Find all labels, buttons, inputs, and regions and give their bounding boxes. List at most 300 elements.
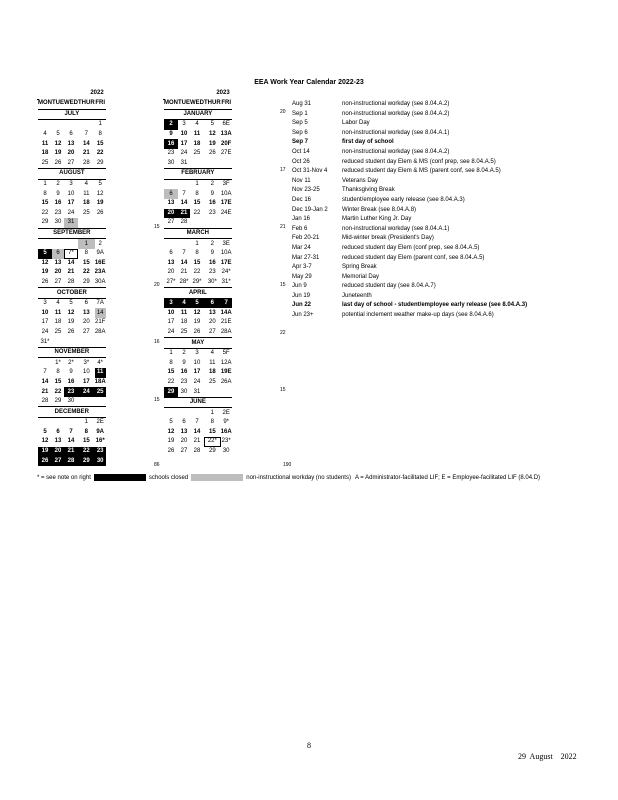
month-name: JANUARY	[164, 109, 232, 120]
day-cell: 15	[82, 259, 90, 266]
event-row	[292, 119, 527, 129]
event-text: non-instructional workday (see 8.04.A.2)	[342, 148, 450, 155]
week-row	[164, 179, 232, 189]
day-cell: 28	[193, 448, 201, 455]
week-row	[38, 189, 106, 199]
week-row	[164, 159, 232, 169]
event-date: Dec 19-Jan 2	[292, 206, 328, 213]
day-cell: 14	[193, 428, 201, 435]
day-cell: 24	[78, 387, 95, 397]
day-cell: 21	[41, 388, 49, 395]
day-cell: 14	[180, 259, 188, 266]
day-cell: 9	[69, 369, 73, 376]
day-cell: 13	[54, 438, 62, 445]
week-row	[164, 218, 232, 228]
week-row	[38, 418, 106, 428]
week-row	[164, 268, 232, 278]
month-count: 15	[154, 224, 160, 231]
year-right: 2023	[216, 90, 230, 96]
month-count: 22	[280, 329, 286, 336]
day-cell	[178, 239, 190, 249]
day-cell: 11	[180, 309, 188, 316]
event-row	[292, 138, 527, 148]
event-text: Winter Break (see 8.04.A.8)	[342, 206, 417, 213]
day-cell: 16	[67, 378, 75, 385]
day-cell: 8	[195, 190, 199, 197]
day-cell: 18	[82, 200, 90, 207]
day-cell	[64, 120, 78, 130]
day-cell: 8	[98, 131, 102, 138]
event-row	[292, 158, 527, 168]
event-text: Thanksgiving Break	[342, 187, 395, 194]
month-name: JULY	[38, 109, 106, 120]
event-row	[292, 129, 527, 139]
month-name: OCTOBER	[38, 288, 106, 299]
day-cell: 1	[195, 240, 199, 247]
day-cell: 29	[82, 278, 90, 285]
week-row	[164, 149, 232, 159]
day-cell: 3F	[222, 181, 230, 188]
day-cell: 19	[41, 269, 49, 276]
event-date: Oct 26	[292, 158, 310, 165]
event-row	[292, 100, 527, 110]
week-row	[164, 348, 232, 358]
day-cell: 8	[84, 428, 88, 435]
event-date: May 29	[292, 273, 312, 280]
week-row	[164, 239, 232, 249]
day-cell: 9*	[223, 419, 230, 426]
day-cell	[95, 218, 106, 228]
day-cell: 16	[208, 259, 216, 266]
event-row	[292, 110, 527, 120]
day-cell: 4	[195, 121, 199, 128]
day-cell: 4	[84, 181, 88, 188]
event-text: non-instructional workday (see 8.04.A.2)	[342, 101, 450, 107]
event-date: Nov 11	[292, 177, 311, 184]
day-cell: 9A	[96, 250, 104, 257]
event-date: Mar 27-31	[292, 254, 320, 261]
day-cell: 24*	[221, 269, 231, 276]
day-cell: 15	[82, 438, 90, 445]
event-text: Veterans Day	[342, 177, 379, 184]
day-cell: 18A	[94, 378, 106, 385]
day-cell: 12A	[220, 359, 232, 366]
day-cell: 31*	[221, 278, 231, 285]
event-date: Feb 6	[292, 225, 308, 232]
week-row	[38, 159, 106, 169]
day-cell: 14	[180, 200, 188, 207]
day-cell: 12	[96, 190, 104, 197]
day-cell	[204, 387, 221, 397]
month-name: JUNE	[164, 397, 232, 408]
calendar-table	[164, 99, 232, 456]
day-cell: 20	[180, 438, 188, 445]
day-cell: 18	[193, 140, 201, 147]
week-row	[38, 149, 106, 159]
event-row	[292, 244, 527, 254]
day-cell	[38, 418, 52, 428]
day-cell: 19	[193, 319, 201, 326]
month-count: 17	[280, 166, 286, 173]
event-date: Oct 14	[292, 148, 310, 155]
event-date: Mar 24	[292, 244, 311, 251]
month-count: 16	[154, 339, 160, 346]
day-cell	[64, 337, 78, 347]
day-cell: 1	[210, 409, 214, 416]
month-name: DECEMBER	[38, 407, 106, 418]
day-cell: 13	[208, 309, 216, 316]
legend-closed: schools closed	[148, 474, 189, 481]
event-row	[292, 282, 527, 292]
day-cell: 10	[180, 131, 188, 138]
day-cell: 29	[78, 456, 95, 466]
day-cell: 1	[195, 181, 199, 188]
day-cell: 23	[167, 150, 175, 157]
day-cell: 14	[82, 140, 90, 147]
week-row	[38, 139, 106, 149]
event-row	[292, 196, 527, 206]
day-cell	[190, 159, 204, 169]
day-cell: 12	[167, 428, 175, 435]
day-cell: 2	[182, 350, 186, 357]
week-row	[164, 139, 232, 149]
day-cell: 23A	[94, 269, 106, 276]
day-cell	[52, 120, 64, 130]
day-cell: 12	[193, 309, 201, 316]
day-cell: 21	[82, 150, 90, 157]
day-cell: 30*	[207, 278, 217, 285]
day-cell: 6	[164, 189, 178, 199]
day-cell: 31*	[40, 338, 50, 345]
day-cell: 17	[67, 200, 75, 207]
day-cell: 19	[54, 150, 62, 157]
day-cell: 17	[41, 319, 49, 326]
event-text: first day of school	[342, 139, 394, 146]
week-row	[164, 120, 232, 130]
weekday-header: TUE	[52, 99, 64, 109]
week-row	[38, 218, 106, 228]
legend-noninstr-swatch	[191, 474, 243, 481]
day-cell	[190, 218, 204, 228]
day-cell: 26	[96, 209, 104, 216]
day-cell: 10	[167, 309, 175, 316]
day-cell: 16	[208, 200, 216, 207]
day-cell: 28	[41, 398, 49, 405]
day-cell: 26	[208, 150, 216, 157]
day-cell: 28	[82, 159, 90, 166]
day-cell: 2*	[68, 359, 74, 366]
day-cell: 5	[56, 131, 60, 138]
day-cell	[204, 218, 221, 228]
week-row	[38, 337, 106, 347]
week-row	[38, 358, 106, 368]
event-date: Apr 3-7	[292, 264, 312, 271]
day-cell: 3	[69, 181, 73, 188]
day-cell: 4	[178, 298, 190, 308]
week-row	[38, 298, 106, 308]
day-cell: 22	[193, 209, 201, 216]
day-cell: 28	[67, 278, 75, 285]
day-cell: 20	[52, 447, 64, 457]
day-cell: 21	[180, 269, 188, 276]
day-cell: 28*	[179, 278, 189, 285]
day-cell: 3E	[222, 240, 230, 247]
month-name: APRIL	[164, 288, 232, 299]
month-name: FEBRUARY	[164, 169, 232, 180]
day-cell: 26	[54, 159, 62, 166]
day-cell	[95, 397, 106, 407]
day-cell: 21	[67, 269, 75, 276]
day-cell: 21F	[95, 319, 106, 326]
day-cell: 5	[38, 249, 52, 259]
weekday-header: WED	[190, 99, 204, 109]
day-cell	[38, 239, 52, 249]
event-date: Dec 16	[292, 196, 312, 203]
day-cell	[78, 218, 95, 228]
day-cell: 30	[67, 398, 75, 405]
day-cell: 22	[41, 209, 49, 216]
event-text: reduced student day Elem (conf prep, see 8.04.A.5)	[342, 244, 480, 251]
day-cell: 14	[67, 259, 75, 266]
event-date: Aug 31	[292, 101, 312, 107]
day-cell: 14	[67, 438, 75, 445]
event-row	[292, 167, 527, 177]
day-cell: 17	[167, 319, 175, 326]
week-row	[38, 456, 106, 466]
day-cell: 28A	[94, 328, 106, 335]
events-list	[292, 100, 527, 321]
day-cell: 15	[208, 428, 216, 435]
day-cell: 9	[210, 190, 214, 197]
day-cell: 11	[83, 190, 90, 197]
week-row	[164, 189, 232, 199]
day-cell	[52, 337, 64, 347]
event-text: reduced student day Elem & MS (parent conf, see 8.04.A.5)	[342, 168, 501, 175]
day-cell: 6	[182, 419, 186, 426]
day-cell: 4	[43, 131, 47, 138]
month-count: 15	[280, 281, 286, 288]
day-cell: 25	[54, 328, 62, 335]
week-row	[164, 249, 232, 259]
day-cell: 2	[210, 240, 214, 247]
day-cell: 19	[38, 447, 52, 457]
day-cell: 2	[164, 120, 178, 130]
day-cell: 10	[67, 190, 75, 197]
event-date: Jun 9	[292, 283, 307, 290]
day-cell: 29	[54, 398, 62, 405]
year-left: 2022	[90, 90, 104, 96]
day-cell: 8	[84, 250, 88, 257]
day-cell	[164, 179, 178, 189]
event-date: Nov 23-25	[292, 187, 320, 194]
week-row	[38, 397, 106, 407]
day-cell: 7*	[64, 249, 78, 259]
day-cell: 1	[43, 181, 47, 188]
day-cell: 15	[193, 259, 201, 266]
event-row	[292, 311, 527, 321]
day-cell: 9	[210, 250, 214, 257]
day-cell: 27	[67, 159, 75, 166]
day-cell: 18	[180, 319, 188, 326]
day-cell: 23	[95, 447, 106, 457]
weekday-header: FRI	[221, 99, 232, 109]
day-cell: 15	[193, 200, 201, 207]
day-cell: 13	[180, 428, 188, 435]
day-cell: 23	[64, 387, 78, 397]
month-name: AUGUST	[38, 169, 106, 180]
event-date: Oct 31-Nov 4	[292, 168, 328, 175]
day-cell: 8	[195, 250, 199, 257]
day-cell: 30	[54, 219, 62, 226]
day-cell	[178, 179, 190, 189]
day-cell: 23	[208, 209, 216, 216]
day-cell: 30A	[94, 278, 106, 285]
day-cell: 16A	[220, 428, 232, 435]
day-cell	[38, 120, 52, 130]
month-name: NOVEMBER	[38, 347, 106, 358]
day-cell	[52, 239, 64, 249]
day-cell: 29	[41, 219, 49, 226]
day-cell: 2	[210, 181, 214, 188]
day-cell	[95, 337, 106, 347]
week-row	[38, 308, 106, 318]
day-cell: 9	[169, 131, 173, 138]
day-cell: 4	[56, 300, 60, 307]
week-row	[38, 447, 106, 457]
event-row	[292, 225, 527, 235]
day-cell: 3	[182, 121, 186, 128]
day-cell: 27	[54, 278, 62, 285]
day-cell: 15	[41, 200, 49, 207]
day-cell: 12	[67, 309, 75, 316]
day-cell: 15	[96, 140, 104, 147]
month-count: 15	[280, 387, 286, 394]
day-cell: 8	[56, 369, 60, 376]
week-row	[38, 239, 106, 249]
day-cell: 20	[54, 269, 62, 276]
day-cell: 18	[208, 369, 216, 376]
day-cell: 27E	[220, 150, 232, 157]
weekday-header: THUR	[78, 99, 95, 109]
day-cell: 24	[41, 328, 49, 335]
day-cell: 6	[56, 428, 60, 435]
day-cell: 7	[182, 190, 186, 197]
weekday-header: FRI	[95, 99, 106, 109]
calendar-title: EEA Work Year Calendar 2022-23	[254, 79, 364, 86]
calendar-table	[38, 99, 106, 466]
day-cell: 17	[193, 369, 201, 376]
day-cell: 24	[180, 150, 188, 157]
day-cell: 5	[190, 298, 204, 308]
day-cell: 3	[43, 300, 47, 307]
event-date: Sep 6	[292, 129, 308, 136]
day-cell: 25	[180, 328, 188, 335]
day-cell: 26	[41, 278, 49, 285]
week-row	[164, 199, 232, 209]
day-cell: 13	[54, 259, 62, 266]
week-row	[164, 318, 232, 328]
day-cell: 20	[208, 319, 216, 326]
event-text: Memorial Day	[342, 273, 380, 280]
event-text: reduced student day (see 8.04.A.7)	[342, 283, 436, 290]
day-cell	[178, 408, 190, 418]
event-text: non-instructional workday (see 8.04.A.1)	[342, 129, 450, 136]
day-cell: 7	[221, 298, 232, 308]
day-cell: 13	[82, 309, 90, 316]
week-row	[38, 268, 106, 278]
day-cell	[221, 159, 232, 169]
event-text: Juneteenth	[342, 292, 372, 299]
event-text: reduced student day Elem & MS (conf prep, see 8.04.A.5)	[342, 158, 496, 165]
event-row	[292, 292, 527, 302]
day-cell: 1*	[55, 359, 61, 366]
day-cell: 26A	[220, 378, 232, 385]
day-cell: 22	[82, 269, 90, 276]
day-cell	[38, 358, 52, 368]
day-cell: 28	[180, 219, 188, 226]
day-cell	[64, 239, 78, 249]
week-row	[38, 199, 106, 209]
day-cell: 6	[204, 298, 221, 308]
total-right: 190	[283, 462, 292, 468]
event-date: Sep 7	[292, 139, 309, 146]
day-cell: 11	[41, 140, 49, 147]
day-cell	[52, 418, 64, 428]
day-cell: 21	[193, 438, 201, 445]
week-row	[164, 368, 232, 378]
day-cell: 5	[43, 428, 47, 435]
event-date: Jun 23+	[292, 312, 314, 319]
day-cell: 3	[164, 298, 178, 308]
day-cell: 27	[82, 328, 90, 335]
day-cell: 15	[167, 369, 175, 376]
calendar-2023	[163, 99, 232, 455]
day-cell: 14	[95, 308, 106, 318]
day-cell: 20	[67, 150, 75, 157]
day-cell: 18	[54, 319, 62, 326]
day-cell: 24E	[220, 209, 232, 216]
day-cell: 17	[180, 140, 188, 147]
day-cell: 3	[195, 350, 199, 357]
calendar-2022	[37, 99, 106, 464]
event-text: student/employee early release (see 8.04.A.3)	[342, 196, 465, 203]
week-row	[164, 308, 232, 318]
day-cell: 6	[169, 250, 173, 257]
day-cell: 5	[98, 181, 102, 188]
day-cell: 29	[164, 387, 178, 397]
event-row	[292, 301, 527, 311]
day-cell: 29	[96, 159, 104, 166]
week-row	[164, 378, 232, 388]
day-cell: 19	[167, 438, 175, 445]
day-cell: 16*	[95, 438, 105, 445]
day-cell: 30	[95, 456, 106, 466]
month-count: 20	[154, 281, 160, 288]
legend-noninstr: non-instructional workday (no students)	[246, 474, 351, 481]
day-cell: 25	[193, 150, 201, 157]
day-cell: 9	[56, 190, 60, 197]
day-cell: 30	[180, 388, 188, 395]
week-row	[164, 387, 232, 397]
week-row	[164, 130, 232, 140]
week-row	[164, 408, 232, 418]
day-cell: 28	[64, 456, 78, 466]
week-row	[164, 298, 232, 308]
day-cell	[221, 218, 232, 228]
day-cell: 16	[54, 200, 62, 207]
event-text: Martin Luther King Jr. Day	[342, 216, 412, 223]
day-cell: 10A	[220, 190, 232, 197]
